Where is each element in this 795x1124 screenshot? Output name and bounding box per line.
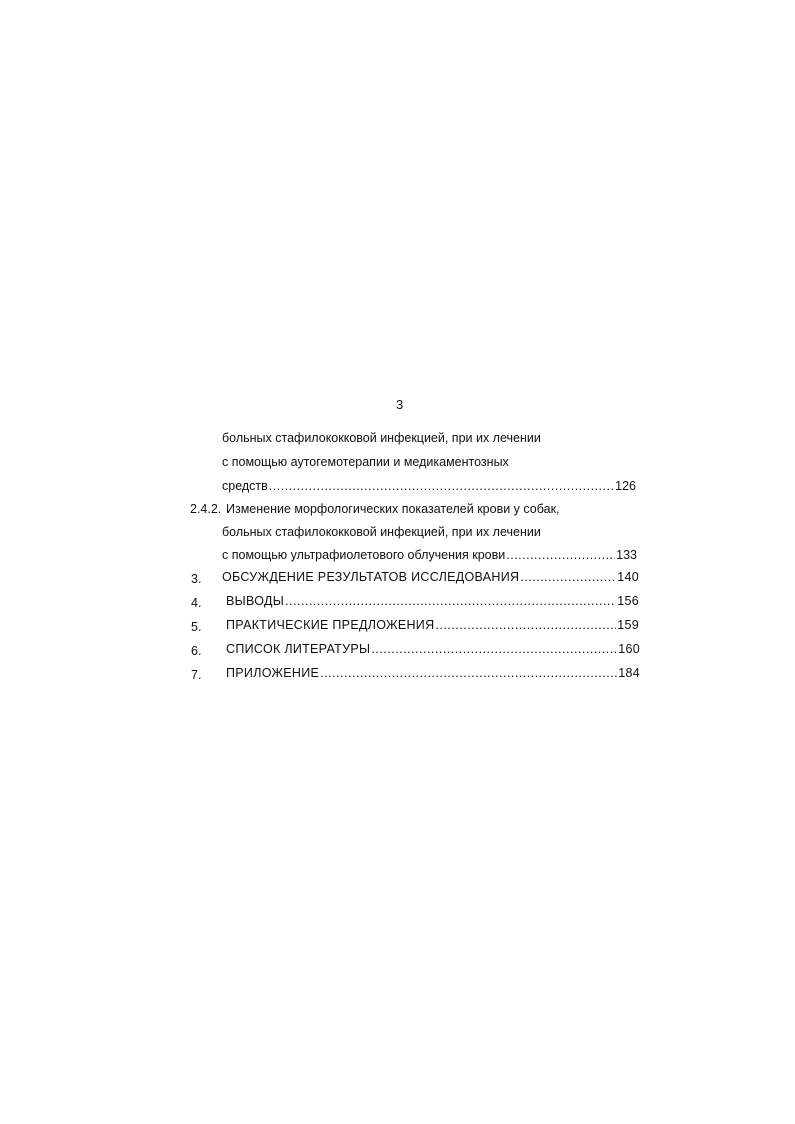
toc-entry-number: 7. <box>191 668 202 682</box>
dot-leader <box>520 569 616 585</box>
toc-entry-page: 133 <box>616 548 637 562</box>
toc-entry-text: ПРАКТИЧЕСКИЕ ПРЕДЛОЖЕНИЯ <box>226 618 435 632</box>
toc-entry-page: 160 <box>618 642 640 656</box>
toc-line <box>222 454 509 470</box>
toc-entry-text: больных стафилококковой инфекцией, при их лечении <box>222 431 541 445</box>
toc-entry-text: Изменение морфологических показателей крови у собак, <box>226 502 560 516</box>
toc-entry-page: 156 <box>617 594 639 608</box>
toc-entry-number: 5. <box>191 620 202 634</box>
toc-entry-text: с помощью ультрафиолетового облучения крови <box>222 548 506 562</box>
dot-leader <box>285 593 616 609</box>
dot-leader <box>371 641 617 657</box>
toc-entry-page: 126 <box>615 479 636 493</box>
toc-entry-text: ПРИЛОЖЕНИЕ <box>226 666 320 680</box>
dot-leader <box>506 547 615 563</box>
toc-entry-text: с помощью аутогемотерапии и медикаментозных <box>222 455 509 469</box>
toc-entry-number: 6. <box>191 644 202 658</box>
toc-line <box>226 501 560 517</box>
dot-leader <box>435 617 616 633</box>
toc-line <box>222 569 639 585</box>
toc-line <box>226 665 640 681</box>
toc-entry-number: 3. <box>191 572 202 586</box>
toc-line <box>222 430 541 446</box>
toc-line <box>226 617 639 633</box>
dot-leader <box>320 665 617 681</box>
toc-entry-text: СПИСОК ЛИТЕРАТУРЫ <box>226 642 371 656</box>
toc-entry-number: 2.4.2. <box>190 502 222 516</box>
page-number: 3 <box>396 397 404 412</box>
toc-entry-text: ВЫВОДЫ <box>226 594 285 608</box>
toc-line <box>222 524 541 540</box>
toc-entry-text: средств <box>222 479 268 493</box>
toc-entry-text: ОБСУЖДЕНИЕ РЕЗУЛЬТАТОВ ИССЛЕДОВАНИЯ <box>222 570 520 584</box>
dot-leader <box>269 478 614 494</box>
toc-entry-number: 4. <box>191 596 202 610</box>
toc-line <box>222 478 636 494</box>
toc-entry-page: 184 <box>618 666 640 680</box>
toc-line <box>226 593 639 609</box>
toc-entry-page: 140 <box>617 570 639 584</box>
toc-line <box>222 547 637 563</box>
toc-entry-page: 159 <box>617 618 639 632</box>
toc-entry-text: больных стафилококковой инфекцией, при их лечении <box>222 525 541 539</box>
toc-line <box>226 641 640 657</box>
